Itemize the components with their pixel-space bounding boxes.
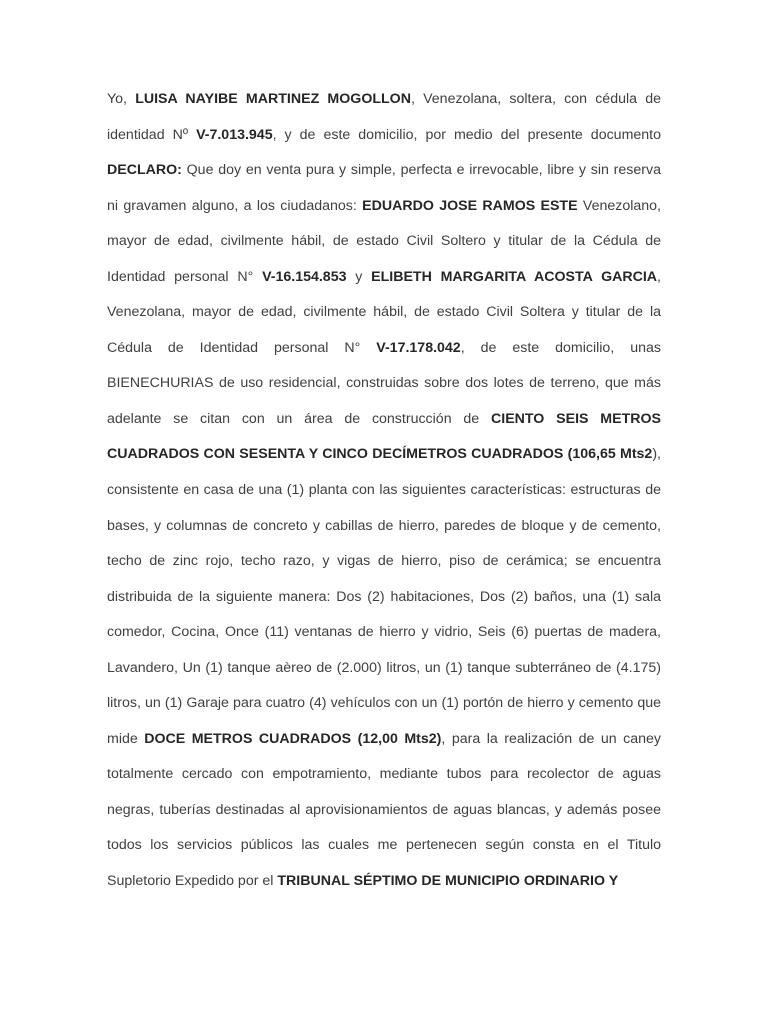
seller-name: LUISA NAYIBE MARTINEZ MOGOLLON	[135, 91, 411, 107]
document-paragraph	[107, 82, 661, 900]
tribunal-name: TRIBUNAL SÉPTIMO DE MUNICIPIO ORDINARIO Y	[277, 873, 619, 890]
text-segment: Venezolano, mayor de edad, civilmente hábil, de estado Civil Soltero y titular de la Cédula de Identidad personal N°	[107, 197, 661, 285]
text-segment: Yo,	[107, 91, 136, 107]
text-segment: Que doy en venta pura y simple, perfecta e irrevocable, libre y sin reserva ni gravamen alguno, a los ciudadanos:	[107, 162, 661, 214]
buyer-name-2: ELIBETH MARGARITA ACOSTA GARCIA	[371, 268, 658, 285]
text-segment: , y de este domicilio, por medio del presente documento	[272, 126, 662, 143]
declaration-keyword: DECLARO:	[107, 162, 182, 179]
buyer-name-1: EDUARDO JOSE RAMOS ESTE	[362, 197, 578, 214]
text-segment: y	[346, 268, 372, 285]
text-segment: , de este domicilio, unas BIENECHURIAS de uso residencial, construidas sobre dos lotes de terreno, que más adelante se citan con un área de construcción de	[107, 339, 661, 427]
buyer-id-number-2: V-17.178.042	[376, 339, 461, 356]
buyer-id-number-1: V-16.154.853	[262, 268, 347, 285]
text-segment: , Venezolana, soltera, con cédula de identidad Nº	[107, 91, 661, 143]
text-segment: ), consistente en casa de una (1) planta con las siguientes características: estructuras de bases, y columnas de concreto y cabillas de hierro, paredes de bloque y de cemento, techo de zinc rojo, techo razo, y vigas de hierro, piso de cerámica; se encuentra distribuida de la siguiente manera: Dos (2) habitaciones, Dos (2) baños, una (1) sala comedor, Cocina, Once (11) ventanas de hierro y vidrio, Seis (6) puertas de madera, Lavandero, Un (1) tanque aèreo de (2.000) litros, un (1) tanque subterráneo de (4.175) litros, un (1) Garaje para cuatro (4) vehículos con un (1) portón de hierro y cemento que mide	[107, 446, 661, 747]
document-page	[107, 82, 661, 900]
text-segment: , para la realización de un caney totalmente cercado con empotramiento, mediante tubos para recolector de aguas negras, tuberías destinadas al aprovisionamientos de aguas blancas, y además posee todos los servicios públicos las cuales me pertenecen según consta en el Titulo Supletorio Expedido por el	[107, 730, 661, 890]
text-segment: , Venezolana, mayor de edad, civilmente hábil, de estado Civil Soltera y titular de la Cédula de Identidad personal N°	[107, 268, 661, 356]
garage-area: DOCE METROS CUADRADOS (12,00 Mts2)	[144, 730, 442, 747]
seller-id-number: V-7.013.945	[196, 126, 273, 143]
construction-area: CIENTO SEIS METROS CUADRADOS CON SESENTA Y CINCO DECÍMETROS CUADRADOS (106,65 Mts2	[107, 410, 661, 463]
